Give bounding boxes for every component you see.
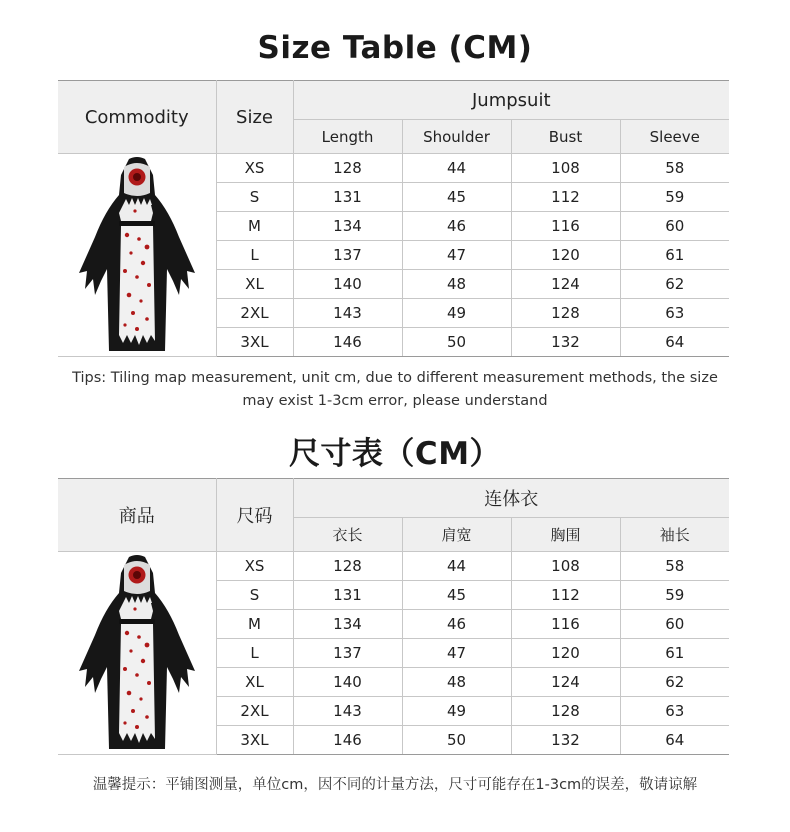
commodity-header: 商品 [58, 479, 216, 552]
sleeve-cell: 59 [620, 183, 729, 212]
bust-cell: 132 [511, 328, 620, 357]
size-cell: 3XL [216, 328, 293, 357]
size-header: 尺码 [216, 479, 293, 552]
bust-cell: 112 [511, 581, 620, 610]
length-cell: 140 [293, 668, 402, 697]
size-cell: XL [216, 270, 293, 299]
product-image-cell [58, 154, 216, 357]
bust-cell: 120 [511, 241, 620, 270]
sleeve-cell: 63 [620, 697, 729, 726]
size-cell: 3XL [216, 726, 293, 755]
shoulder-cell: 49 [402, 299, 511, 328]
length-cell: 143 [293, 299, 402, 328]
size-cell: XS [216, 552, 293, 581]
shoulder-cell: 47 [402, 241, 511, 270]
length-cell: 128 [293, 552, 402, 581]
sleeve-header: Sleeve [620, 120, 729, 154]
costume-illustration [77, 553, 197, 753]
bust-cell: 108 [511, 552, 620, 581]
size-table-title-zh: 尺寸表（CM） [288, 436, 502, 472]
size-cell: L [216, 241, 293, 270]
jumpsuit-group-header: 连体衣 [293, 479, 729, 518]
length-cell: 143 [293, 697, 402, 726]
table-row [58, 552, 729, 581]
shoulder-cell: 46 [402, 610, 511, 639]
measurement-tips-en [60, 367, 730, 413]
shoulder-cell: 50 [402, 328, 511, 357]
size-table-en [58, 80, 729, 357]
length-cell: 128 [293, 154, 402, 183]
size-cell: M [216, 212, 293, 241]
tips-line-2: may exist 1-3cm error, please understand [242, 393, 548, 409]
size-cell: L [216, 639, 293, 668]
shoulder-cell: 50 [402, 726, 511, 755]
shoulder-header: 肩宽 [402, 518, 511, 552]
size-table-title-en: Size Table (CM) [257, 30, 533, 66]
size-cell: XL [216, 668, 293, 697]
sleeve-cell: 61 [620, 639, 729, 668]
sleeve-cell: 62 [620, 270, 729, 299]
sleeve-cell: 64 [620, 328, 729, 357]
bust-cell: 124 [511, 270, 620, 299]
shoulder-cell: 45 [402, 581, 511, 610]
size-header: Size [216, 81, 293, 154]
sleeve-cell: 62 [620, 668, 729, 697]
size-cell: XS [216, 154, 293, 183]
sleeve-cell: 60 [620, 212, 729, 241]
bust-header: Bust [511, 120, 620, 154]
tips-line-1: Tips: Tiling map measurement, unit cm, due to different measurement methods, the size [72, 370, 718, 386]
length-cell: 131 [293, 581, 402, 610]
sleeve-cell: 58 [620, 552, 729, 581]
sleeve-cell: 60 [620, 610, 729, 639]
size-cell: S [216, 581, 293, 610]
length-header: Length [293, 120, 402, 154]
length-cell: 134 [293, 212, 402, 241]
size-cell: M [216, 610, 293, 639]
shoulder-cell: 48 [402, 668, 511, 697]
length-cell: 140 [293, 270, 402, 299]
shoulder-cell: 45 [402, 183, 511, 212]
shoulder-cell: 44 [402, 154, 511, 183]
length-cell: 137 [293, 241, 402, 270]
jumpsuit-group-header: Jumpsuit [293, 81, 729, 120]
product-image-cell [58, 552, 216, 755]
shoulder-header: Shoulder [402, 120, 511, 154]
bust-header: 胸围 [511, 518, 620, 552]
shoulder-cell: 44 [402, 552, 511, 581]
bust-cell: 116 [511, 212, 620, 241]
length-cell: 146 [293, 726, 402, 755]
length-header: 衣长 [293, 518, 402, 552]
length-cell: 131 [293, 183, 402, 212]
length-cell: 134 [293, 610, 402, 639]
bust-cell: 120 [511, 639, 620, 668]
bust-cell: 128 [511, 697, 620, 726]
sleeve-cell: 59 [620, 581, 729, 610]
bust-cell: 128 [511, 299, 620, 328]
table-row [58, 154, 729, 183]
shoulder-cell: 46 [402, 212, 511, 241]
shoulder-cell: 48 [402, 270, 511, 299]
bust-cell: 132 [511, 726, 620, 755]
bust-cell: 116 [511, 610, 620, 639]
bust-cell: 108 [511, 154, 620, 183]
measurement-tips-zh: 温馨提示：平铺图测量，单位cm，因不同的计量方法，尺寸可能存在1-3cm的误差，敬请谅解 [92, 777, 698, 793]
costume-illustration [77, 155, 197, 355]
sleeve-cell: 63 [620, 299, 729, 328]
sleeve-cell: 64 [620, 726, 729, 755]
bust-cell: 112 [511, 183, 620, 212]
size-cell: S [216, 183, 293, 212]
shoulder-cell: 49 [402, 697, 511, 726]
sleeve-cell: 61 [620, 241, 729, 270]
size-table-zh [58, 478, 729, 755]
size-cell: 2XL [216, 697, 293, 726]
length-cell: 146 [293, 328, 402, 357]
length-cell: 137 [293, 639, 402, 668]
shoulder-cell: 47 [402, 639, 511, 668]
bust-cell: 124 [511, 668, 620, 697]
sleeve-cell: 58 [620, 154, 729, 183]
size-cell: 2XL [216, 299, 293, 328]
commodity-header: Commodity [58, 81, 216, 154]
sleeve-header: 袖长 [620, 518, 729, 552]
